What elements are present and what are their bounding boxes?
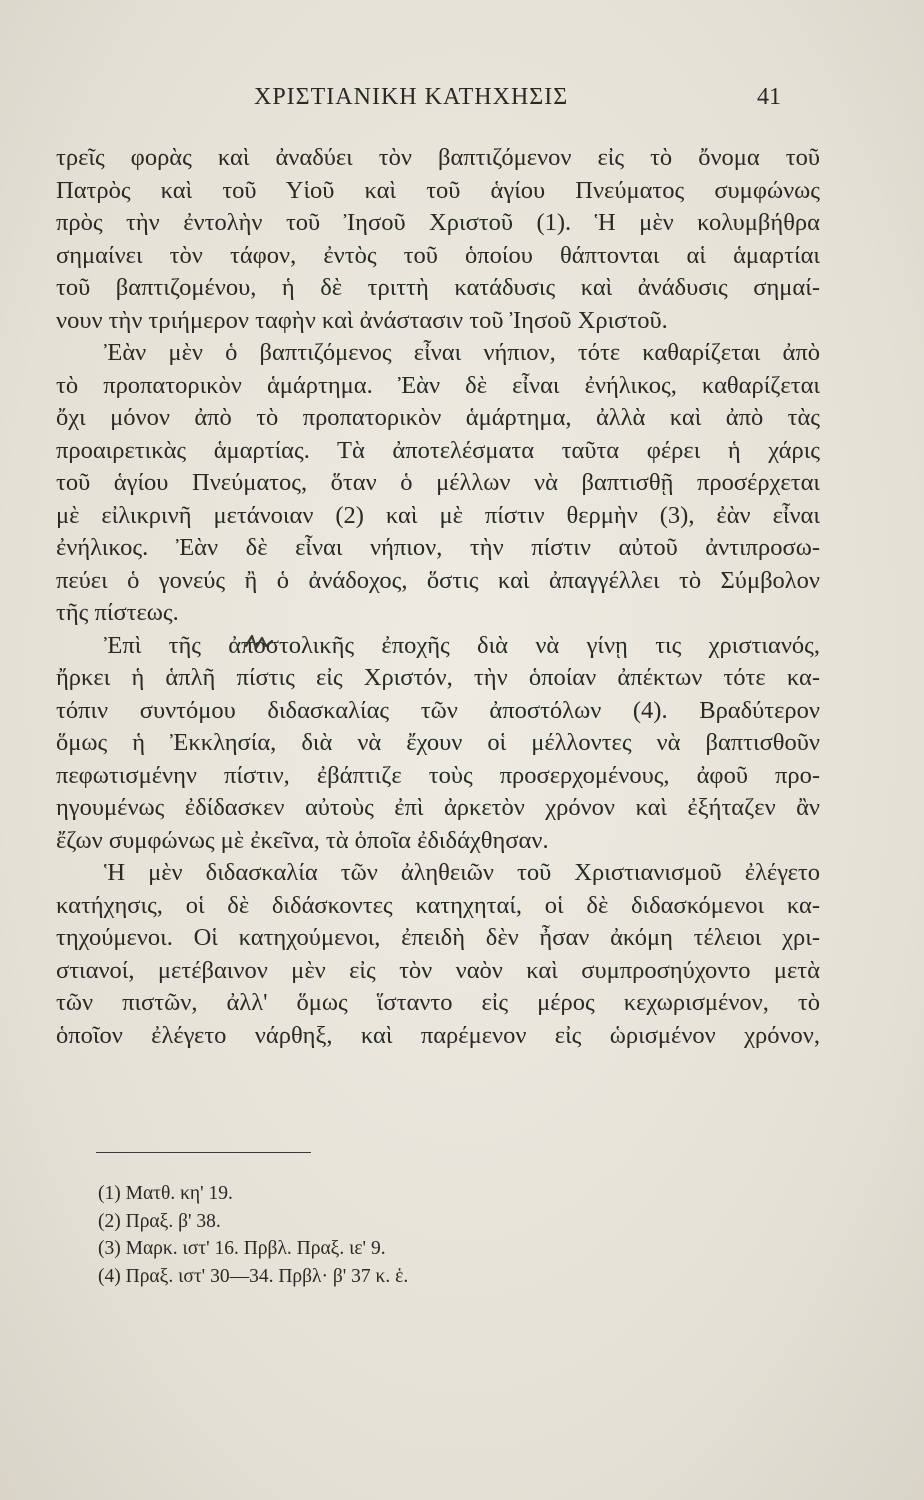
text-line: ηγουμένως ἐδίδασκεν αὐτοὺς ἐπὶ ἀρκετὸν χρόνον καὶ ἐξήταζεν ἂν [56,794,820,821]
pencil-mark-icon [244,632,274,654]
body-text [56,142,820,1052]
footnotes [98,1180,618,1290]
text-line: τρεῖς φορὰς καὶ ἀναδύει τὸν βαπτιζόμενον εἰς τὸ ὄνομα τοῦ [56,144,820,171]
footnote: (1) Ματθ. κη' 19. [98,1183,233,1204]
text-line: τῶν πιστῶν, ἀλλ' ὅμως ἵσταντο εἰς μέρος κεχωρισμένον, τὸ [56,989,820,1016]
text-line: ἐνήλικος. Ἐὰν δὲ εἶναι νήπιον, τὴν πίστιν αὐτοῦ ἀντιπροσω- [56,534,820,561]
text-line: Ἐπὶ τῆς ἀποστολικῆς ἐποχῆς διὰ νὰ γίνῃ τις χριστιανός, [104,631,820,659]
text-line: Πατρὸς καὶ τοῦ Υἱοῦ καὶ τοῦ ἁγίου Πνεύματος συμφώνως [56,176,820,204]
text-line: ὁποῖον ἐλέγετο νάρθηξ, καὶ παρέμενον εἰς ὡρισμένον χρόνον, [56,1021,820,1049]
footnote: (4) Πραξ. ιστ' 30—34. Πρβλ· β' 37 κ. ἑ. [98,1265,409,1287]
running-header [0,84,924,120]
text-line: προαιρετικὰς ἁμαρτίας. Τὰ ἀποτελέσματα ταῦτα φέρει ἡ χάρις [56,436,820,464]
text-line: νουν τὴν τριήμερον ταφὴν καὶ ἀνάστασιν τοῦ Ἰησοῦ Χριστοῦ. [56,306,668,334]
text-line: ἔζων συμφώνως μὲ ἐκεῖνα, τὰ ὁποῖα ἐδιδάχθησαν. [56,826,549,854]
text-line: μὲ εἰλικρινῆ μετάνοιαν (2) καὶ μὲ πίστιν θερμὴν (3), ἐὰν εἶναι [56,501,820,529]
text-line: τοῦ ἁγίου Πνεύματος, ὅταν ὁ μέλλων νὰ βαπτισθῇ προσέρχεται [56,469,820,496]
text-line: τῆς πίστεως. [56,599,179,626]
text-line: πεύει ὁ γονεύς ἢ ὁ ἀνάδοχος, ὅστις καὶ ἀπαγγέλλει τὸ Σύμβολον [56,566,820,594]
footnote: (3) Μαρκ. ιστ' 16. Πρβλ. Πραξ. ιε' 9. [98,1238,386,1259]
text-line: Ἐὰν μὲν ὁ βαπτιζόμενος εἶναι νήπιον, τότε καθαρίζεται ἀπὸ [104,339,820,366]
text-line: σημαίνει τὸν τάφον, ἐντὸς τοῦ ὁποίου θάπτονται αἱ ἁμαρτίαι [56,241,820,269]
text-line: τοῦ βαπτιζομένου, ἡ δὲ τριττὴ κατάδυσις καὶ ἀνάδυσις σημαί- [56,274,820,301]
text-line: Ἡ μὲν διδασκαλία τῶν ἀληθειῶν τοῦ Χριστιανισμοῦ ἐλέγετο [104,859,820,886]
text-line: στιανοί, μετέβαινον μὲν εἰς τὸν ναὸν καὶ συμπροσηύχοντο μετὰ [56,956,820,984]
text-line: ὅμως ἡ Ἐκκλησία, διὰ νὰ ἔχουν οἱ μέλλοντες νὰ βαπτισθοῦν [56,729,820,756]
text-line: τὸ προπατορικὸν ἁμάρτημα. Ἐὰν δὲ εἶναι ἐνήλικος, καθαρίζεται [56,371,820,399]
footnote-divider [96,1152,311,1153]
text-line: πεφωτισμένην πίστιν, ἐβάπτιζε τοὺς προσερχομένους, ἀφοῦ προ- [56,761,820,789]
text-line: τηχούμενοι. Οἱ κατηχούμενοι, ἐπειδὴ δὲν ἦσαν ἀκόμη τέλειοι χρι- [56,924,820,951]
footnote: (2) Πραξ. β' 38. [98,1210,221,1232]
text-line: κατήχησις, οἱ δὲ διδάσκοντες κατηχηταί, οἱ δὲ διδασκόμενοι κα- [56,891,820,919]
page-number: 41 [757,84,781,110]
text-line: τόπιν συντόμου διδασκαλίας τῶν ἀποστόλων (4). Βραδύτερον [56,696,820,724]
text-line: ἤρκει ἡ ἁπλῆ πίστις εἰς Χριστόν, τὴν ὁποίαν ἀπέκτων τότε κα- [56,664,820,691]
running-title: ΧΡΙΣΤΙΑΝΙΚΗ ΚΑΤΗΧΗΣΙΣ [254,84,569,110]
text-line: πρὸς τὴν ἐντολὴν τοῦ Ἰησοῦ Χριστοῦ (1). Ἡ μὲν κολυμβήθρα [56,209,820,236]
text-line: ὄχι μόνον ἀπὸ τὸ προπατορικὸν ἁμάρτημα, ἀλλὰ καὶ ἀπὸ τὰς [56,404,820,431]
